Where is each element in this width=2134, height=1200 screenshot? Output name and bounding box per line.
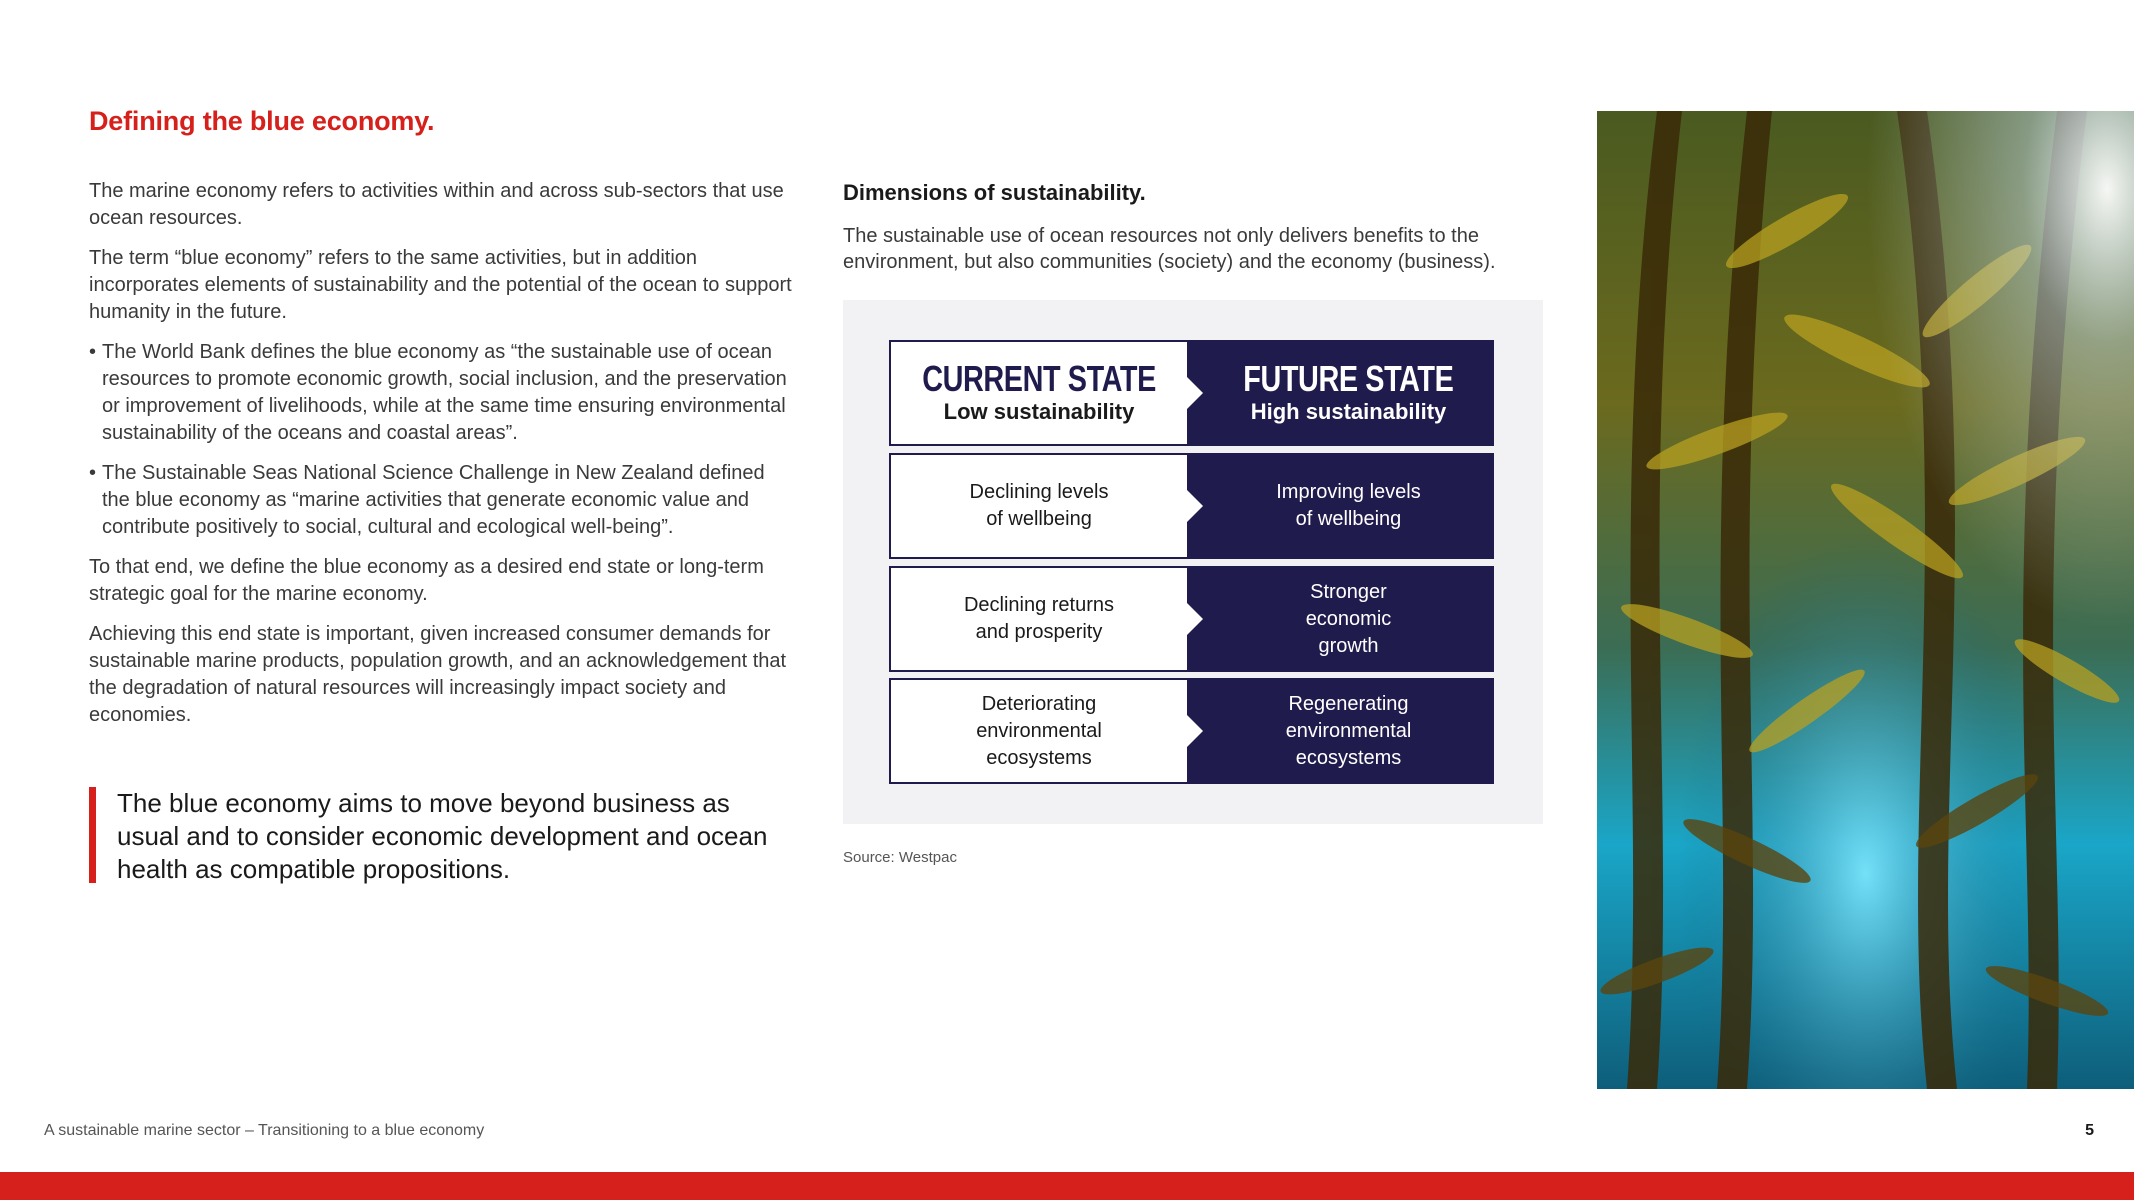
dimensions-title: Dimensions of sustainability. <box>843 180 1146 205</box>
bullet-item <box>89 460 794 541</box>
future-state-cell <box>1189 453 1494 559</box>
current-state-subtitle: Low sustainability <box>943 399 1135 424</box>
current-state-text: Deteriorating environmental ecosystems <box>976 692 1102 769</box>
paragraph-blue-economy-term: The term “blue economy” refers to the same activities, but in addition incorporates elements of sustainability and the potential of the ocean to support humanity in the future. <box>89 247 792 323</box>
bullet-text: The Sustainable Seas National Science Challenge in New Zealand defined the blue economy as “marine activities that generate economic value and contribute positively to social, cultural and ecological well-being”. <box>102 462 765 538</box>
future-state-cell <box>1189 678 1494 784</box>
source-note: Source: Westpac <box>843 849 957 866</box>
future-state-title: FUTURE STATE <box>1243 358 1454 399</box>
future-state-cell <box>1189 566 1494 672</box>
future-state-text: Stronger economic growth <box>1305 580 1392 657</box>
kelp-forest-photo <box>1597 111 2134 1089</box>
diagram-row-ecosystems <box>889 678 1494 784</box>
future-state-subtitle: High sustainability <box>1250 399 1447 424</box>
dimensions-description: The sustainable use of ocean resources not only delivers benefits to the environment, but also communities (society) and the economy (business). <box>843 225 1496 273</box>
diagram-row-prosperity <box>889 566 1494 672</box>
kelp-illustration <box>1597 111 2134 1089</box>
page-number: 5 <box>2085 1122 2094 1139</box>
future-state-header <box>1189 340 1494 446</box>
bottom-accent-bar <box>0 1172 2134 1200</box>
intro-text <box>89 178 794 742</box>
current-state-text: Declining returns and prosperity <box>963 594 1115 643</box>
future-state-text: Regenerating environmental ecosystems <box>1285 692 1412 769</box>
arrow-icon <box>1187 377 1203 409</box>
page-title: Defining the blue economy. <box>89 106 435 136</box>
current-state-text: Declining levels of wellbeing <box>969 481 1109 530</box>
footer-title: A sustainable marine sector – Transitioning to a blue economy <box>44 1122 485 1139</box>
bullet-marker: • <box>89 462 97 484</box>
arrow-icon <box>1187 603 1203 635</box>
current-state-cell <box>889 678 1189 784</box>
pull-quote: The blue economy aims to move beyond business as usual and to consider economic development and ocean health as compatible propositions. <box>89 787 799 883</box>
diagram-header-row <box>889 340 1494 446</box>
paragraph-end-state: To that end, we define the blue economy as a desired end state or long-term strategic goal for the marine economy. <box>89 556 764 605</box>
current-state-cell <box>889 566 1189 672</box>
current-state-header <box>889 340 1189 446</box>
dimensions-intro <box>843 180 1543 275</box>
arrow-icon <box>1187 715 1203 747</box>
current-state-title: CURRENT STATE <box>922 358 1156 399</box>
paragraph-marine-economy: The marine economy refers to activities within and across sub-sectors that use ocean resources. <box>89 180 784 229</box>
bullet-text: The World Bank defines the blue economy as “the sustainable use of ocean resources to promote economic growth, social inclusion, and the preservation or improvement of livelihoods, while at the same time ensuring environmental sustainability of the oceans and coastal areas”. <box>102 341 787 444</box>
diagram-row-wellbeing <box>889 453 1494 559</box>
future-state-text: Improving levels of wellbeing <box>1276 481 1421 530</box>
current-state-cell <box>889 453 1189 559</box>
paragraph-importance: Achieving this end state is important, given increased consumer demands for sustainable marine products, population growth, and an acknowledgement that the degradation of natural resources will increasingly impact society and economies. <box>89 623 787 726</box>
bullet-marker: • <box>89 341 97 363</box>
arrow-icon <box>1187 490 1203 522</box>
bullet-item <box>89 339 794 447</box>
sustainability-diagram <box>843 300 1543 824</box>
